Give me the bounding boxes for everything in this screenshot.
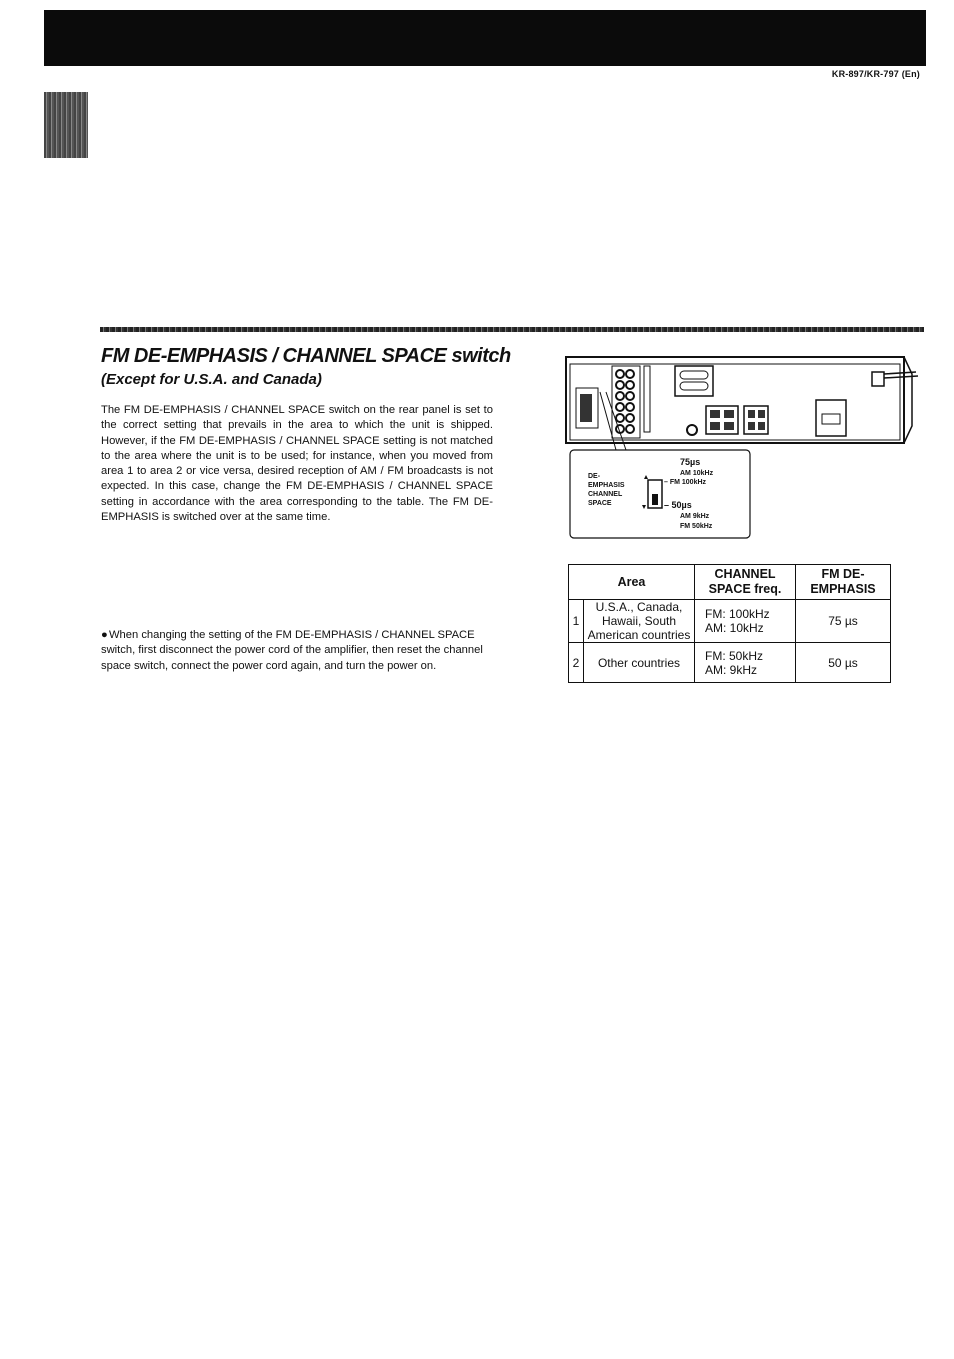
row-deemphasis: 75 µs	[796, 600, 891, 643]
rear-panel-diagram	[560, 352, 930, 544]
row-area	[584, 600, 695, 643]
header-emph-line2: EMPHASIS	[810, 582, 876, 596]
header-channel-line2: SPACE freq.	[708, 582, 782, 596]
switch-label-space: SPACE	[588, 500, 612, 507]
header-area: Area	[569, 565, 695, 600]
model-number: KR-897/KR-797 (En)	[831, 69, 920, 79]
header-emph-line1: FM DE-	[821, 567, 865, 581]
area-settings-table	[568, 564, 891, 683]
section-title: FM DE-EMPHASIS / CHANNEL SPACE switch	[101, 345, 511, 367]
table-row	[569, 643, 891, 683]
note-text: When changing the setting of the FM DE-EMPHASIS / CHANNEL SPACE switch, first disconnect the power cord of the amplifier, then reset the channel space switch, connect the power cord again, and turn the power on.	[101, 629, 483, 672]
row-am-freq: AM: 10kHz	[705, 621, 764, 635]
row-area-line3: American countries	[587, 628, 691, 642]
section-tab-marker	[44, 92, 88, 158]
row-area: Other countries	[584, 643, 695, 683]
switch-down-fm: FM 50kHz	[680, 523, 713, 530]
row-area-line2: Hawaii, South	[601, 614, 677, 628]
row-channel-space	[695, 643, 796, 683]
rear-panel-illustration	[560, 352, 930, 544]
row-channel-space	[695, 600, 796, 643]
row-fm-freq: FM: 50kHz	[705, 648, 764, 663]
row-deemphasis: 50 µs	[796, 643, 891, 683]
row-number: 1	[569, 600, 584, 643]
header-fm-deemphasis	[796, 565, 891, 600]
switch-down-am: AM 9kHz	[680, 513, 710, 520]
caution-note	[101, 628, 497, 674]
switch-label-channel: CHANNEL	[588, 491, 623, 498]
row-fm-freq: FM: 100kHz	[705, 607, 770, 621]
row-number: 2	[569, 643, 584, 683]
switch-up-value: 75µs	[680, 457, 701, 467]
switch-label-emphasis: EMPHASIS	[588, 482, 625, 489]
section-body: The FM DE-EMPHASIS / CHANNEL SPACE switch on the rear panel is set to the correct setting that prevails in the area to which the unit is shipped. However, if the FM DE-EMPHASIS / CHANNEL SPACE setting is not matched to the area where the unit is to be used; for instance, when you moved from area 1 to area 2 or vice versa, desired reception of AM / FM broadcasts is not expected. In this case, change the FM DE-EMPHASIS / CHANNEL SPACE setting in accordance with the area corresponding to the table. The FM DE-EMPHASIS is switched over at the same time.	[101, 404, 493, 524]
header-channel-space	[695, 565, 796, 600]
switch-up-am: AM 10kHz	[680, 470, 714, 477]
switch-down-value: – 50µs	[664, 500, 692, 510]
switch-label-de: DE-	[588, 473, 601, 480]
section-subtitle: (Except for U.S.A. and Canada)	[101, 371, 322, 388]
row-am-freq: AM: 9kHz	[705, 662, 758, 677]
table-header-row	[569, 565, 891, 600]
row-area-line1: U.S.A., Canada,	[595, 600, 683, 614]
header-channel-line1: CHANNEL	[714, 567, 776, 581]
switch-up-fm: – FM 100kHz	[664, 479, 707, 486]
header-bar	[44, 10, 926, 66]
section-divider	[100, 327, 924, 332]
table-row	[569, 600, 891, 643]
note-bullet: ●	[101, 629, 108, 641]
